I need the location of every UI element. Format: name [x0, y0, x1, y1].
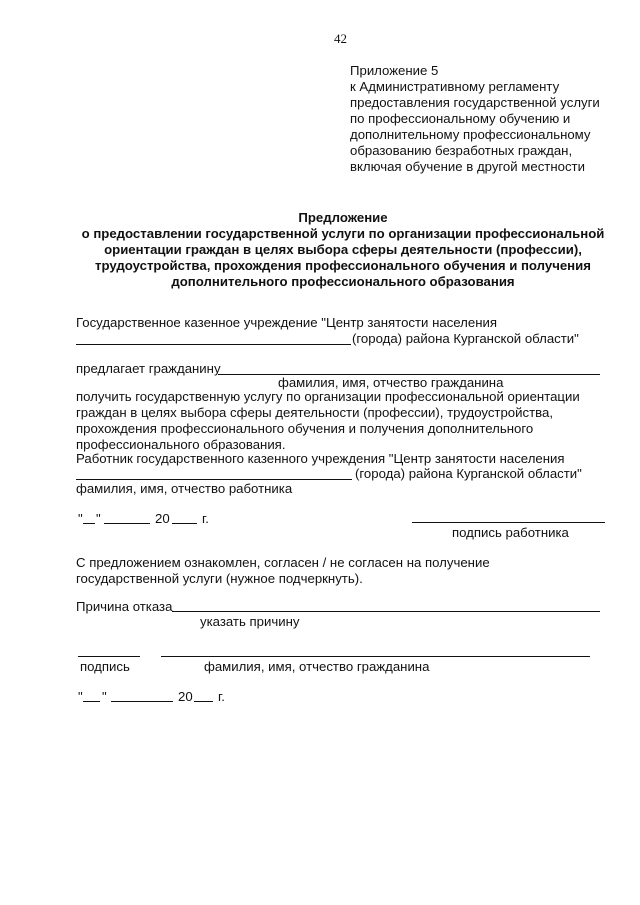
- appendix-line: включая обучение в другой местности: [350, 159, 585, 174]
- citizen-signature-field[interactable]: [78, 656, 140, 657]
- acquainted-text-line: государственной услуги (нужное подчеркнуть).: [76, 571, 363, 586]
- citizen-name-caption: фамилия, имя, отчество гражданина: [278, 375, 504, 390]
- date-quote-close: ": [102, 689, 107, 704]
- date-quote-open: ": [78, 511, 83, 526]
- service-text-line: получить государственную услугу по организации профессиональной ориентации: [76, 389, 580, 404]
- day-field[interactable]: [83, 701, 100, 702]
- year-field[interactable]: [172, 523, 197, 524]
- month-field[interactable]: [111, 701, 173, 702]
- worker-institution-blank[interactable]: [76, 479, 352, 480]
- appendix-line: дополнительному профессиональному: [350, 127, 591, 142]
- appendix-line: образованию безработных граждан,: [350, 143, 573, 158]
- month-field[interactable]: [104, 523, 150, 524]
- title-heading: Предложение: [298, 210, 388, 225]
- title-line: дополнительного профессионального образования: [171, 274, 515, 289]
- appendix-line: предоставления государственной услуги: [350, 95, 600, 110]
- refusal-label: Причина отказа: [76, 599, 173, 614]
- year-prefix: 20: [155, 511, 170, 526]
- date-quote-close: ": [96, 511, 101, 526]
- title-line: трудоустройства, прохождения профессионального обучения и получения: [95, 258, 591, 273]
- service-text-line: прохождения профессионального обучения и получения дополнительного: [76, 421, 534, 436]
- appendix-line: Приложение 5: [350, 63, 439, 78]
- worker-name-caption: фамилия, имя, отчество работника: [76, 481, 293, 496]
- service-text-line: профессионального образования.: [76, 437, 286, 452]
- citizen-fullname-caption: фамилия, имя, отчество гражданина: [204, 659, 430, 674]
- offers-label: предлагает гражданину: [76, 361, 221, 376]
- institution-line: Государственное казенное учреждение "Центр занятости населения: [76, 315, 497, 330]
- worker-region: (города) района Курганской области": [355, 466, 582, 481]
- service-text-line: граждан в целях выбора сферы деятельности (профессии), трудоустройства,: [76, 405, 553, 420]
- title-line: ориентации граждан в целях выбора сферы деятельности (профессии),: [104, 242, 582, 257]
- worker-line: Работник государственного казенного учреждения "Центр занятости населения: [76, 451, 565, 466]
- year-field[interactable]: [194, 701, 213, 702]
- day-field[interactable]: [83, 523, 95, 524]
- signature-caption: подпись: [80, 659, 130, 674]
- institution-blank[interactable]: [76, 344, 351, 345]
- refusal-caption: указать причину: [200, 614, 300, 629]
- page-number: 42: [334, 31, 347, 46]
- year-suffix: г.: [218, 689, 225, 704]
- year-prefix: 20: [178, 689, 193, 704]
- worker-signature-field[interactable]: [412, 522, 605, 523]
- acquainted-text-line: С предложением ознакомлен, согласен / не согласен на получение: [76, 555, 490, 570]
- appendix-line: по профессиональному обучению и: [350, 111, 571, 126]
- citizen-fullname-field[interactable]: [161, 656, 590, 657]
- year-suffix: г.: [202, 511, 209, 526]
- date-quote-open: ": [78, 689, 83, 704]
- appendix-line: к Административному регламенту: [350, 79, 560, 94]
- title-line: о предоставлении государственной услуги по организации профессиональной: [81, 226, 605, 241]
- worker-signature-caption: подпись работника: [452, 525, 569, 540]
- institution-region: (города) района Курганской области": [352, 331, 579, 346]
- refusal-reason-field[interactable]: [172, 611, 600, 612]
